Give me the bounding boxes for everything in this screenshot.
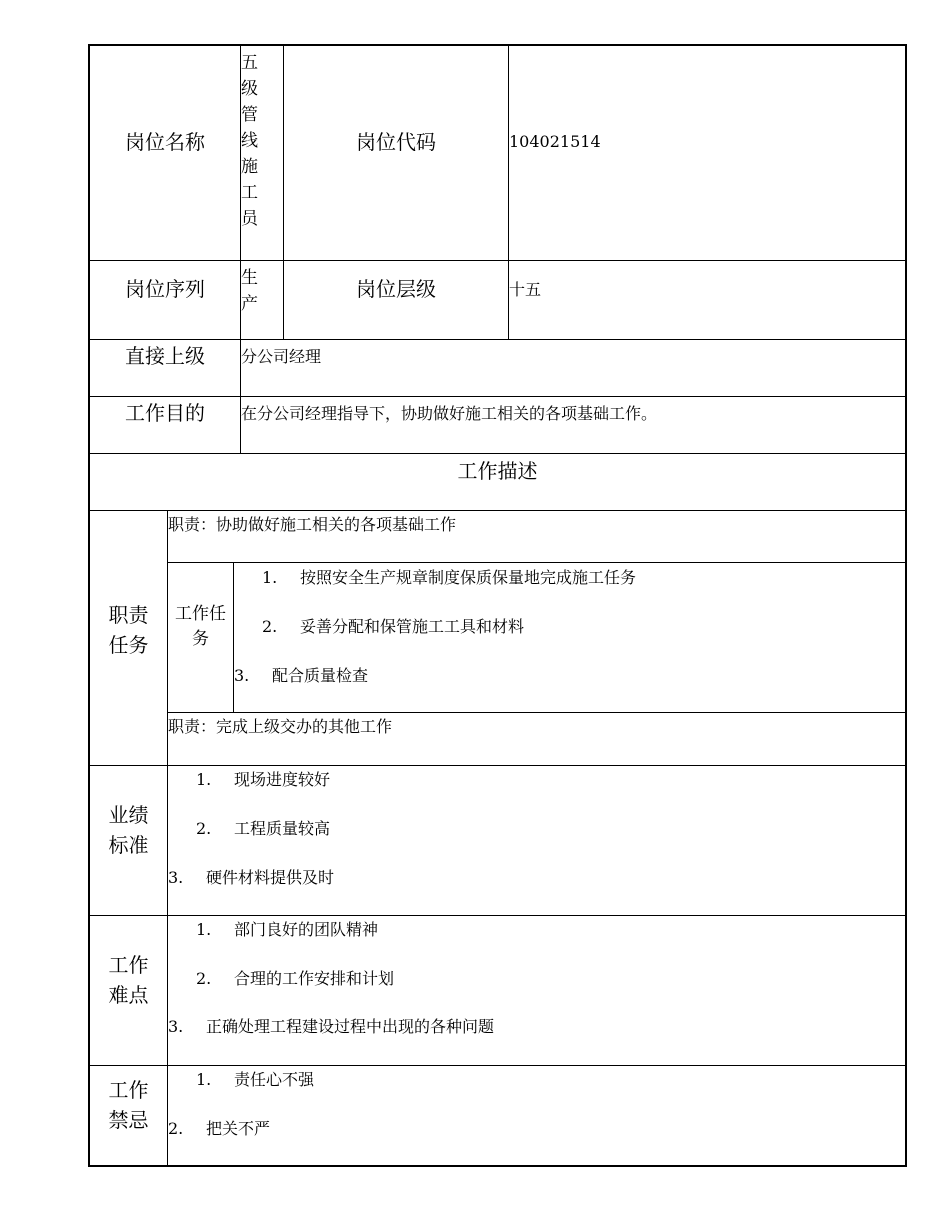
task-number: 1. xyxy=(262,568,278,587)
performance-item xyxy=(168,868,334,888)
position-name-value xyxy=(241,50,261,232)
difficulty-text: 正确处理工程建设过程中出现的各种问题 xyxy=(206,1017,495,1036)
performance-number: 2. xyxy=(196,819,212,838)
taboo-label xyxy=(90,1075,167,1135)
performance-item xyxy=(196,770,330,790)
performance-item xyxy=(196,819,330,839)
taboo-label-line: 禁忌 xyxy=(108,1108,149,1132)
position-level-value: 十五 xyxy=(509,280,542,299)
task-number: 2. xyxy=(262,617,278,636)
taboo-item xyxy=(168,1119,270,1139)
difficulty-label xyxy=(90,950,167,1010)
row-divider xyxy=(167,712,907,713)
duty-section-label xyxy=(90,600,167,660)
row-divider xyxy=(88,453,907,454)
supervisor-value: 分公司经理 xyxy=(241,347,322,366)
taboo-text: 责任心不强 xyxy=(234,1070,315,1089)
position-name-char: 线 xyxy=(241,131,258,151)
difficulty-text: 合理的工作安排和计划 xyxy=(234,969,395,988)
position-name-char: 工 xyxy=(241,183,258,203)
position-name-label: 岗位名称 xyxy=(125,130,205,154)
row-divider xyxy=(88,396,907,397)
difficulty-item xyxy=(168,1017,494,1037)
task-text: 按照安全生产规章制度保质保量地完成施工任务 xyxy=(300,568,637,587)
performance-number: 1. xyxy=(196,770,212,789)
position-series-char: 产 xyxy=(241,294,258,311)
difficulty-item xyxy=(196,920,378,940)
task-text: 妥善分配和保管施工工具和材料 xyxy=(300,617,525,636)
row-divider xyxy=(88,339,907,340)
duty-1-text: 职责：协助做好施工相关的各项基础工作 xyxy=(168,515,457,534)
difficulty-label-line: 工作 xyxy=(108,953,149,977)
row-divider xyxy=(88,260,907,261)
performance-text: 硬件材料提供及时 xyxy=(206,868,335,887)
task-label-line: 工作任 xyxy=(175,604,226,624)
taboo-number: 2. xyxy=(168,1119,184,1138)
row-divider xyxy=(88,510,907,511)
row-divider xyxy=(88,915,907,916)
row-divider xyxy=(167,562,907,563)
position-series-label: 岗位序列 xyxy=(125,277,205,301)
task-item xyxy=(262,617,524,637)
performance-label xyxy=(90,800,167,860)
performance-number: 3. xyxy=(168,868,184,887)
position-code-label: 岗位代码 xyxy=(356,130,436,154)
taboo-label-line: 工作 xyxy=(108,1078,149,1102)
table-border-right xyxy=(905,44,907,1167)
position-name-char: 级 xyxy=(241,79,258,99)
row-divider xyxy=(88,1065,907,1066)
difficulty-label-line: 难点 xyxy=(108,983,149,1007)
purpose-label: 工作目的 xyxy=(125,401,205,425)
difficulty-number: 2. xyxy=(196,969,212,988)
difficulty-number: 1. xyxy=(196,920,212,939)
taboo-text: 把关不严 xyxy=(206,1119,271,1138)
position-name-char: 员 xyxy=(241,209,258,229)
position-level-label: 岗位层级 xyxy=(356,277,436,301)
performance-label-line: 业绩 xyxy=(108,803,149,827)
task-label-line: 务 xyxy=(192,629,209,649)
difficulty-item xyxy=(196,969,394,989)
task-item xyxy=(262,568,636,588)
taboo-number: 1. xyxy=(196,1070,212,1089)
table-border-bottom xyxy=(88,1165,907,1167)
duty-label-line: 任务 xyxy=(108,633,149,657)
task-label xyxy=(168,602,233,652)
duty-label-line: 职责 xyxy=(108,603,149,627)
col-divider xyxy=(233,562,234,712)
position-code-value: 104021514 xyxy=(509,132,601,151)
taboo-item xyxy=(196,1070,314,1090)
purpose-value: 在分公司经理指导下，协助做好施工相关的各项基础工作。 xyxy=(241,404,658,423)
position-series-char: 生 xyxy=(241,268,258,288)
table-border-top xyxy=(88,44,907,46)
difficulty-number: 3. xyxy=(168,1017,184,1036)
performance-text: 现场进度较好 xyxy=(234,770,331,789)
duty-2-text: 职责：完成上级交办的其他工作 xyxy=(168,717,393,736)
performance-label-line: 标准 xyxy=(108,833,149,857)
task-number: 3. xyxy=(234,666,250,685)
position-name-char: 管 xyxy=(241,105,258,125)
row-divider xyxy=(88,765,907,766)
position-name-char: 五 xyxy=(241,53,258,73)
performance-text: 工程质量较高 xyxy=(234,819,331,838)
difficulty-text: 部门良好的团队精神 xyxy=(234,920,379,939)
description-title: 工作描述 xyxy=(457,459,538,483)
task-item xyxy=(234,666,368,686)
supervisor-label: 直接上级 xyxy=(125,344,205,368)
task-text: 配合质量检查 xyxy=(272,666,369,685)
position-series-value xyxy=(241,265,261,311)
position-name-char: 施 xyxy=(241,157,258,177)
